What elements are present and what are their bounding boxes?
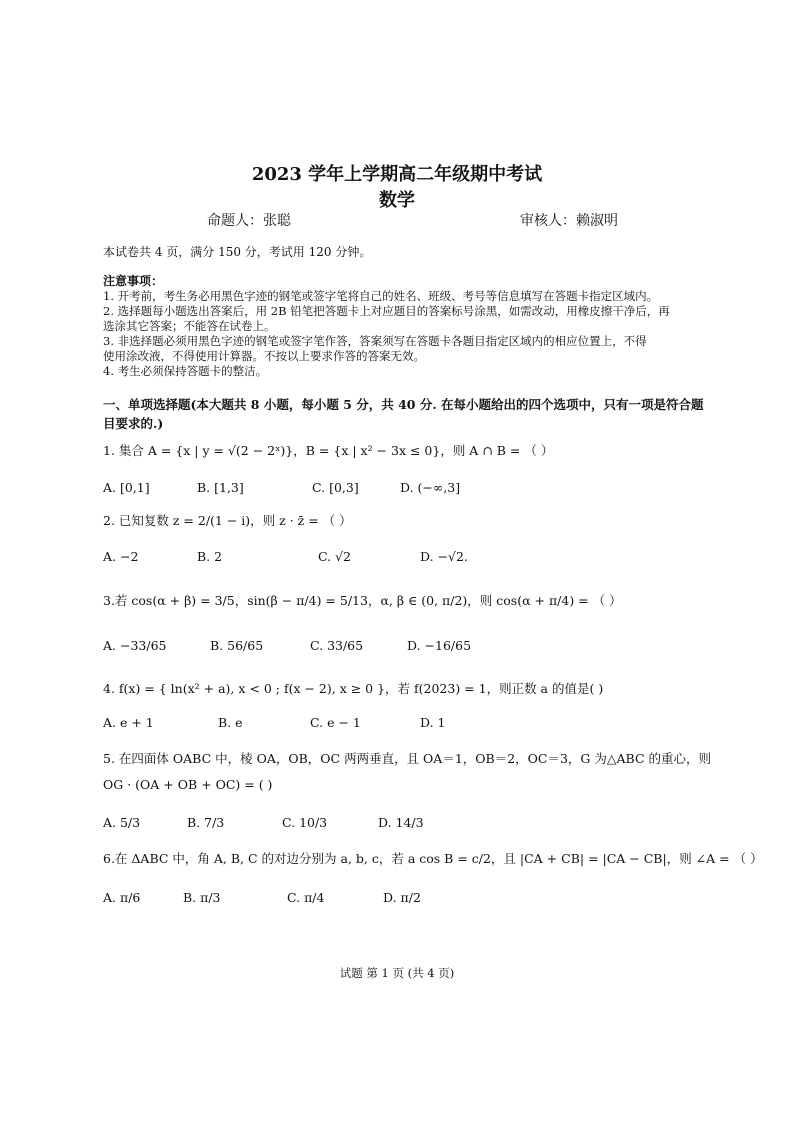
- q6-option-c: C. π/4: [287, 890, 325, 905]
- question-3-stem: 3.若 cos(α + β) = 3/5，sin(β − π/4) = 5/13，α, β ∈ (0, π/2)，则 cos(α + π/4) = （ ）: [103, 593, 622, 608]
- note-item: 3. 非选择题必须用黑色字迹的钢笔或签字笔作答，答案须写在答题卡各题目指定区域内的相应位置上，不得: [103, 334, 647, 348]
- question-5-stem-cont: OG · (OA + OB + OC) = ( ): [103, 777, 273, 792]
- section-heading: [103, 395, 743, 433]
- q2-option-a: A. −2: [103, 549, 139, 564]
- q5-option-c: C. 10/3: [282, 815, 328, 830]
- question-5-stem: 5. 在四面体 OABC 中，棱 OA，OB，OC 两两垂直，且 OA＝1，OB＝2，OC＝3，G 为△ABC 的重心，则: [103, 751, 711, 766]
- note-item: 选涂其它答案；不能答在试卷上。: [103, 319, 276, 333]
- q3-option-d: D. −16/65: [407, 638, 472, 653]
- q4-option-c: C. e − 1: [310, 715, 361, 730]
- q2-option-c: C. √2: [318, 549, 351, 564]
- note-item: 1. 开考前，考生务必用黑色字迹的钢笔或签字笔将自己的姓名、班级、考号等信息填写在答题卡指定区域内。: [103, 289, 659, 303]
- note-item: 2. 选择题每小题选出答案后，用 2B 铅笔把答题卡上对应题目的答案标号涂黑，如需改动，用橡皮擦干净后，再: [103, 304, 670, 318]
- exam-title: 2023 学年上学期高二年级期中考试: [251, 164, 543, 185]
- q6-option-a: A. π/6: [103, 890, 141, 905]
- exam-intro: 本试卷共 4 页，满分 150 分，考试用 120 分钟。: [103, 245, 372, 259]
- q6-option-d: D. π/2: [383, 890, 421, 905]
- q5-option-d: D. 14/3: [378, 815, 424, 830]
- q3-option-b: B. 56/65: [210, 638, 264, 653]
- reviewer-label: 审核人：赖淑明: [520, 213, 618, 229]
- question-2-stem: 2. 已知复数 z = 2/(1 − i)，则 z · z̄ = （ ）: [103, 513, 352, 528]
- q1-option-b: B. [1,3]: [197, 480, 244, 495]
- q5-option-a: A. 5/3: [103, 815, 141, 830]
- setter-label: 命题人：张聪: [207, 213, 291, 229]
- q4-option-b: B. e: [218, 715, 243, 730]
- question-6-stem: 6.在 ΔABC 中，角 A, B, C 的对边分别为 a, b, c，若 a cos B = c/2，且 |CA + CB| = |CA − CB|，则 ∠A = （ ）: [103, 851, 763, 866]
- subject-title: 数学: [379, 190, 415, 211]
- q5-option-b: B. 7/3: [187, 815, 225, 830]
- q2-option-d: D. −√2.: [420, 549, 468, 564]
- question-1-stem: 1. 集合 A = {x | y = √(2 − 2ˣ)}，B = {x | x² − 3x ≤ 0}，则 A ∩ B = （ ）: [103, 443, 554, 458]
- question-4-stem: 4. f(x) = { ln(x² + a), x < 0 ; f(x − 2), x ≥ 0 }，若 f(2023) = 1，则正数 a 的值是( ): [103, 681, 604, 696]
- q3-option-c: C. 33/65: [310, 638, 364, 653]
- q4-option-d: D. 1: [420, 715, 446, 730]
- q1-option-d: D. (−∞,3]: [400, 480, 461, 495]
- notes-heading: 注意事项：: [103, 274, 164, 288]
- section-heading-line: 一、单项选择题(本大题共 8 小题，每小题 5 分，共 40 分. 在每小题给出的四个选项中，只有一项是符合题: [103, 397, 704, 412]
- q1-option-a: A. [0,1]: [103, 480, 150, 495]
- q1-option-c: C. [0,3]: [312, 480, 359, 495]
- page-footer: 试题 第 1 页 (共 4 页): [339, 966, 455, 980]
- q4-option-a: A. e + 1: [103, 715, 154, 730]
- note-item: 4. 考生必须保持答题卡的整洁。: [103, 364, 268, 378]
- q6-option-b: B. π/3: [183, 890, 221, 905]
- notes-list: [103, 289, 743, 379]
- q2-option-b: B. 2: [197, 549, 223, 564]
- section-heading-line: 目要求的.): [103, 416, 164, 431]
- note-item: 使用涂改液，不得使用计算器。不按以上要求作答的答案无效。: [103, 349, 425, 363]
- q3-option-a: A. −33/65: [103, 638, 167, 653]
